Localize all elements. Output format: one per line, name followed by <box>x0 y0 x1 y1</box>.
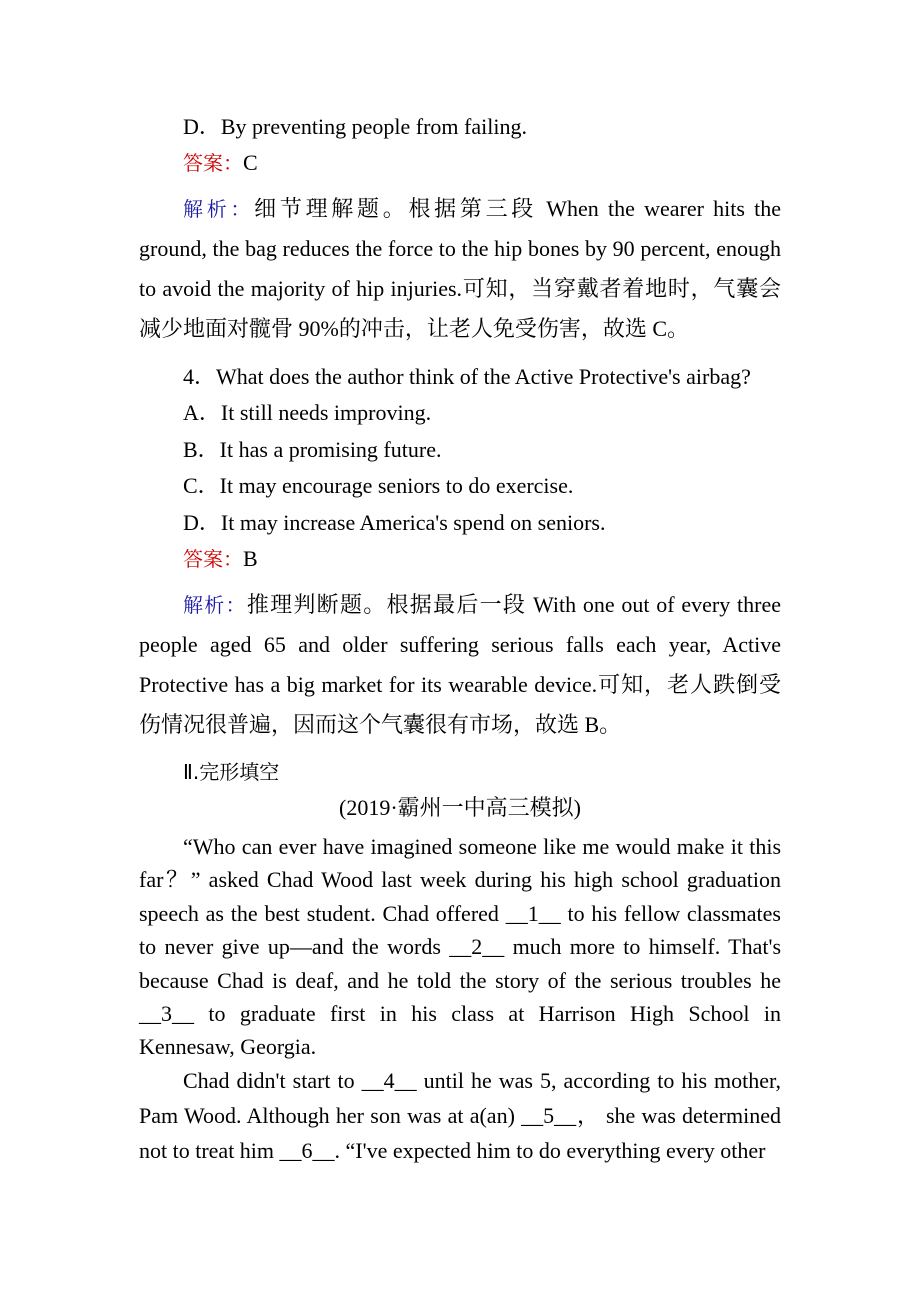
passage-text: Chad didn't start to <box>183 1068 362 1093</box>
explanation-label: 解析： <box>183 593 247 617</box>
passage-text: ， she was determined not to treat him <box>139 1103 781 1163</box>
q4-option-d: D．It may increase America's spend on seniors. <box>183 510 606 535</box>
answer-value: C <box>243 150 258 175</box>
answer-label: 答案： <box>183 547 243 571</box>
passage-source: (2019·霸州一中高三模拟) <box>339 795 581 820</box>
q4-question: 4．What does the author think of the Active Protective's airbag? <box>183 364 751 389</box>
q4-option-a: A．It still needs improving. <box>183 400 432 425</box>
q4-explanation <box>139 585 781 745</box>
passage-text: “Who can ever have imagined someone like me would make it this far？” asked Chad Wood last week during his high school graduation speech as the best student. Chad offered <box>139 834 781 926</box>
blank-6: __6__ <box>279 1138 335 1163</box>
explanation-label: 解析： <box>183 197 255 221</box>
q3-answer <box>183 148 258 178</box>
explanation-text: 推理判断题。根据最后一段 With one out of every three people aged 65 and older suffering serious falls each year, Active Protective has a big market for its wearable device.可知，老人跌倒受伤情况很普遍，因而这个气囊很有市场，故选 B。 <box>139 592 782 737</box>
passage-text: to his fellow classmates to never give up—and the words <box>139 900 781 960</box>
q4-option-c: C．It may encourage seniors to do exercise. <box>183 473 574 498</box>
passage-text: . “I've expected him to do everything every other <box>334 1138 766 1163</box>
q3-explanation <box>139 189 781 349</box>
q4-answer <box>183 544 258 574</box>
q3-option-d: D．By preventing people from failing. <box>183 114 527 139</box>
blank-2: __2__ <box>449 934 505 960</box>
blank-3: __3__ <box>139 1001 194 1027</box>
passage-text: to graduate first in his class at Harrison High School in Kennesaw, Georgia. <box>139 1001 781 1060</box>
blank-4: __4__ <box>361 1068 417 1093</box>
passage-paragraph-1 <box>139 830 781 1064</box>
passage-paragraph-2 <box>139 1063 781 1168</box>
passage-text: until he was 5, according to his mother, Pam Wood. Although her son was at a(an) <box>139 1068 781 1128</box>
passage-text: much more to himself. That's because Chad is deaf, and he told the story of the serious troubles he <box>139 934 781 993</box>
answer-value: B <box>243 546 258 571</box>
explanation-text: 细节理解题。根据第三段 When the wearer hits the ground, the bag reduces the force to the hip bones by 90 percent, enough to avoid the majority of hip injuries.可知，当穿戴者着地时，气囊会减少地面对髋骨 90%的冲击，让老人免受伤害，故选 C。 <box>139 196 782 341</box>
blank-5: __5__ <box>521 1103 577 1128</box>
section-heading-text: Ⅱ.完形填空 <box>183 760 280 784</box>
blank-1: __1__ <box>505 900 561 926</box>
section-heading <box>183 757 279 787</box>
answer-label: 答案： <box>183 151 243 175</box>
q4-option-b: B．It has a promising future. <box>183 437 442 462</box>
